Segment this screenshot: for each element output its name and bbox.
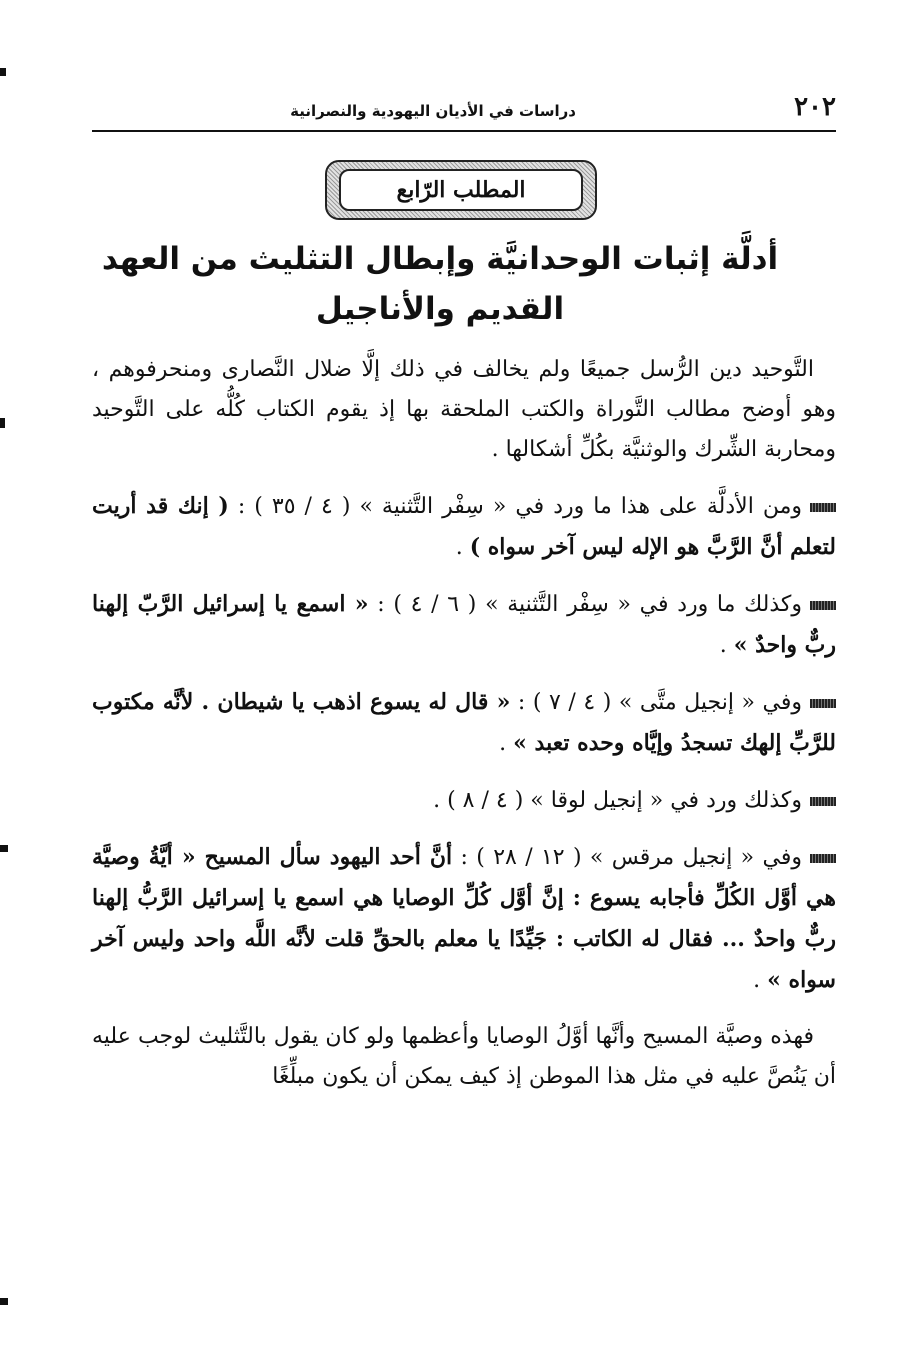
evidence-intro: وكذلك ما ورد في « سِفْر التَّثنية » ( ٦ / ٤ ) : — [368, 592, 803, 617]
evidence-quote: ( إنك قد أريت لتعلم أنَّ الرَّبَّ هو الإله ليس آخر سواه ) — [92, 493, 836, 560]
body-text — [92, 350, 836, 1113]
evidence-quote: « قال له يسوع اذهب يا شيطان . لأنَّه مكتوب للرَّبِّ إلهك تسجدُ وإيَّاه وحده تعبد » — [92, 689, 836, 756]
pointer-icon — [810, 601, 836, 610]
scan-edge-mark — [0, 418, 5, 428]
pointer-icon — [810, 699, 836, 708]
evidence-quote: أنَّ أحد اليهود سأل المسيح « أيَّةُ وصيَّة هي أوَّل الكُلِّ فأجابه يسوع : إنَّ أوَّل كُلِّ الوصايا هي اسمع يا إسرائيل الرَّبُّ إلهنا ربٌّ واحدٌ ... فقال له الكاتب : جَيِّدًا يا معلم بالحقِّ قلت لأنَّه اللَّه واحد وليس آخر سواه » — [92, 844, 836, 993]
chapter-heading — [100, 234, 780, 334]
running-title: دراسات في الأديان اليهودية والنصرانية — [290, 102, 576, 120]
pointer-icon — [810, 854, 836, 863]
evidence-item — [92, 682, 836, 764]
pointer-icon — [810, 503, 836, 512]
evidence-end: . — [499, 731, 514, 756]
scan-edge-mark — [0, 68, 6, 76]
evidence-end: . — [753, 968, 768, 993]
page-number: ٢٠٢ — [794, 92, 836, 122]
running-header — [92, 92, 836, 132]
evidence-quote: « اسمع يا إسرائيل الرَّبّ إلهنا ربٌّ واحدٌ » — [92, 591, 836, 658]
header-rule — [92, 130, 836, 132]
pointer-icon — [810, 797, 836, 806]
evidence-item — [92, 584, 836, 666]
section-label-frame — [325, 160, 597, 220]
evidence-end: . — [455, 535, 470, 560]
closing-paragraph: فهذه وصيَّة المسيح وأنَّها أوَّلُ الوصايا وأعظمها ولو كان يقول بالتَّثليث لوجب عليه أن يَنُصَّ عليه في مثل هذا الموطن إذ كيف يمكن أن يكون مبلِّغًا — [92, 1024, 836, 1089]
evidence-item — [92, 837, 836, 1001]
evidence-intro: وكذلك ورد في « إنجيل لوقا » ( ٤ / ٨ ) . — [433, 788, 802, 813]
chapter-heading-line-2: القديم والأناجيل — [315, 291, 565, 327]
evidence-intro: وفي « إنجيل مرقس » ( ١٢ / ٢٨ ) : — [452, 845, 802, 870]
evidence-end: . — [719, 633, 734, 658]
evidence-item — [92, 486, 836, 568]
evidence-item — [92, 780, 836, 821]
scan-edge-mark — [0, 845, 8, 852]
chapter-heading-line-1: أدلَّة إثبات الوحدانيَّة وإبطال التثليث من العهد — [101, 241, 779, 277]
evidence-intro: وفي « إنجيل متَّى » ( ٤ / ٧ ) : — [510, 690, 802, 715]
section-label: المطلب الرّابع — [339, 169, 583, 211]
evidence-intro: ومن الأدلَّة على هذا ما ورد في « سِفْر التَّثنية » ( ٤ / ٣٥ ) : — [228, 494, 802, 519]
intro-paragraph: التَّوحيد دين الرُّسل جميعًا ولم يخالف في ذلك إلَّا ضلال النَّصارى ومنحرفوهم ، وهو أوضح مطالب التَّوراة والكتب الملحقة بها إذ يقوم الكتاب كُلُّه على التَّوحيد ومحاربة الشِّرك والوثنيَّة بكُلِّ أشكالها . — [92, 357, 836, 462]
scan-edge-mark — [0, 1298, 8, 1305]
